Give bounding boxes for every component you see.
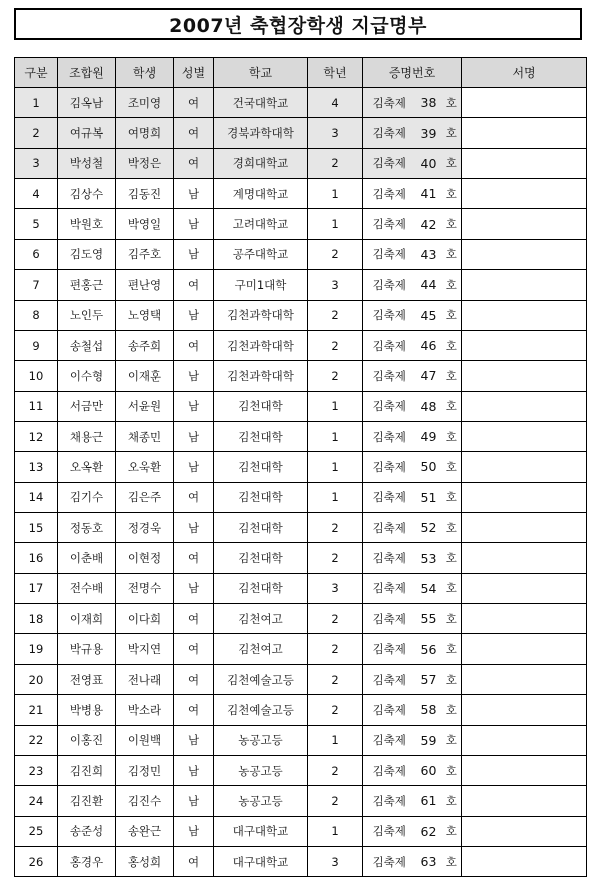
cell-gender: 여 (174, 482, 214, 512)
cell-cert-suffix: 호 (442, 300, 462, 330)
cell-signature[interactable] (462, 118, 587, 148)
table-row (15, 573, 587, 603)
cell-member-name: 박원호 (58, 209, 116, 239)
cell-member-name: 전영표 (58, 664, 116, 694)
cell-member-name: 이재희 (58, 604, 116, 634)
cell-cert-suffix: 호 (442, 452, 462, 482)
cell-row-number: 23 (15, 755, 58, 785)
cell-cert-prefix: 김축제 (363, 209, 416, 239)
cell-gender: 남 (174, 421, 214, 451)
cell-grade: 2 (308, 361, 363, 391)
cell-school: 농공고등 (214, 725, 308, 755)
cell-row-number: 8 (15, 300, 58, 330)
cell-cert-suffix: 호 (442, 695, 462, 725)
cell-row-number: 14 (15, 482, 58, 512)
cell-student-name: 이원백 (116, 725, 174, 755)
cell-row-number: 12 (15, 421, 58, 451)
cell-cert-number: 55 (416, 604, 442, 634)
cell-cert-suffix: 호 (442, 209, 462, 239)
cell-cert-prefix: 김축제 (363, 452, 416, 482)
cell-student-name: 김정민 (116, 755, 174, 785)
cell-student-name: 홍성희 (116, 846, 174, 876)
cell-school: 계명대학교 (214, 179, 308, 209)
table-row (15, 634, 587, 664)
cell-student-name: 전나래 (116, 664, 174, 694)
cell-cert-suffix: 호 (442, 88, 462, 118)
cell-student-name: 박소라 (116, 695, 174, 725)
cell-row-number: 24 (15, 786, 58, 816)
cell-cert-number: 56 (416, 634, 442, 664)
cell-member-name: 편홍근 (58, 270, 116, 300)
cell-school: 농공고등 (214, 755, 308, 785)
cell-cert-suffix: 호 (442, 482, 462, 512)
cell-school: 김천대학 (214, 513, 308, 543)
cell-cert-prefix: 김축제 (363, 513, 416, 543)
cell-cert-suffix: 호 (442, 179, 462, 209)
cell-cert-number: 48 (416, 391, 442, 421)
table-row (15, 118, 587, 148)
cell-member-name: 노인두 (58, 300, 116, 330)
cell-cert-suffix: 호 (442, 573, 462, 603)
cell-student-name: 김진수 (116, 786, 174, 816)
cell-cert-suffix: 호 (442, 755, 462, 785)
table-row (15, 148, 587, 178)
cell-grade: 1 (308, 179, 363, 209)
cell-student-name: 서윤원 (116, 391, 174, 421)
cell-cert-number: 42 (416, 209, 442, 239)
cell-school: 김천여고 (214, 634, 308, 664)
cell-cert-prefix: 김축제 (363, 239, 416, 269)
cell-gender: 여 (174, 846, 214, 876)
header-no: 구분 (15, 58, 58, 88)
cell-student-name: 송주희 (116, 330, 174, 360)
cell-school: 대구대학교 (214, 846, 308, 876)
cell-grade: 3 (308, 118, 363, 148)
cell-signature[interactable] (462, 543, 587, 573)
table-row (15, 786, 587, 816)
cell-grade: 2 (308, 148, 363, 178)
cell-member-name: 박성철 (58, 148, 116, 178)
cell-student-name: 전명수 (116, 573, 174, 603)
cell-row-number: 7 (15, 270, 58, 300)
cell-cert-number: 40 (416, 148, 442, 178)
cell-signature[interactable] (462, 664, 587, 694)
cell-school: 구미1대학 (214, 270, 308, 300)
cell-cert-prefix: 김축제 (363, 361, 416, 391)
cell-cert-prefix: 김축제 (363, 573, 416, 603)
header-school: 학교 (214, 58, 308, 88)
cell-row-number: 25 (15, 816, 58, 846)
table-row (15, 239, 587, 269)
cell-row-number: 22 (15, 725, 58, 755)
cell-student-name: 조미영 (116, 88, 174, 118)
cell-cert-prefix: 김축제 (363, 846, 416, 876)
cell-member-name: 송철섭 (58, 330, 116, 360)
header-sign: 서명 (462, 58, 587, 88)
table-row (15, 361, 587, 391)
cell-grade: 3 (308, 270, 363, 300)
header-grade: 학년 (308, 58, 363, 88)
cell-cert-suffix: 호 (442, 543, 462, 573)
cell-gender: 남 (174, 725, 214, 755)
cell-cert-prefix: 김축제 (363, 148, 416, 178)
cell-row-number: 16 (15, 543, 58, 573)
cell-gender: 남 (174, 391, 214, 421)
cell-cert-number: 61 (416, 786, 442, 816)
cell-school: 김천대학 (214, 573, 308, 603)
table-row (15, 300, 587, 330)
cell-school: 농공고등 (214, 786, 308, 816)
cell-member-name: 오옥환 (58, 452, 116, 482)
cell-cert-number: 44 (416, 270, 442, 300)
table-row (15, 270, 587, 300)
table-row (15, 330, 587, 360)
cell-student-name: 이재훈 (116, 361, 174, 391)
cell-row-number: 3 (15, 148, 58, 178)
table-row (15, 452, 587, 482)
cell-row-number: 21 (15, 695, 58, 725)
cell-cert-suffix: 호 (442, 391, 462, 421)
table-row (15, 391, 587, 421)
cell-signature[interactable] (462, 816, 587, 846)
cell-cert-prefix: 김축제 (363, 270, 416, 300)
cell-cert-number: 41 (416, 179, 442, 209)
cell-gender: 남 (174, 755, 214, 785)
cell-cert-number: 60 (416, 755, 442, 785)
cell-gender: 남 (174, 513, 214, 543)
cell-signature[interactable] (462, 361, 587, 391)
cell-row-number: 15 (15, 513, 58, 543)
cell-cert-number: 58 (416, 695, 442, 725)
cell-member-name: 김진희 (58, 755, 116, 785)
cell-row-number: 26 (15, 846, 58, 876)
cell-school: 김천예술고등 (214, 664, 308, 694)
cell-grade: 2 (308, 513, 363, 543)
cell-student-name: 박지연 (116, 634, 174, 664)
cell-grade: 1 (308, 209, 363, 239)
cell-grade: 1 (308, 421, 363, 451)
cell-row-number: 11 (15, 391, 58, 421)
cell-cert-prefix: 김축제 (363, 634, 416, 664)
cell-cert-prefix: 김축제 (363, 421, 416, 451)
cell-school: 경희대학교 (214, 148, 308, 178)
cell-student-name: 여명희 (116, 118, 174, 148)
cell-cert-prefix: 김축제 (363, 88, 416, 118)
document-title-box (14, 8, 582, 40)
cell-cert-number: 43 (416, 239, 442, 269)
cell-gender: 남 (174, 179, 214, 209)
cell-member-name: 김기수 (58, 482, 116, 512)
cell-student-name: 노영택 (116, 300, 174, 330)
table-row (15, 88, 587, 118)
cell-cert-prefix: 김축제 (363, 330, 416, 360)
cell-cert-number: 47 (416, 361, 442, 391)
cell-student-name: 이현정 (116, 543, 174, 573)
cell-signature[interactable] (462, 634, 587, 664)
cell-signature[interactable] (462, 482, 587, 512)
cell-member-name: 김옥남 (58, 88, 116, 118)
cell-cert-number: 54 (416, 573, 442, 603)
table-row (15, 513, 587, 543)
cell-member-name: 이춘배 (58, 543, 116, 573)
cell-cert-suffix: 호 (442, 604, 462, 634)
cell-signature[interactable] (462, 300, 587, 330)
table-row (15, 755, 587, 785)
cell-cert-suffix: 호 (442, 330, 462, 360)
cell-cert-prefix: 김축제 (363, 300, 416, 330)
cell-signature[interactable] (462, 209, 587, 239)
cell-cert-suffix: 호 (442, 816, 462, 846)
cell-cert-number: 49 (416, 421, 442, 451)
cell-gender: 남 (174, 573, 214, 603)
cell-gender: 여 (174, 695, 214, 725)
cell-row-number: 13 (15, 452, 58, 482)
cell-cert-prefix: 김축제 (363, 543, 416, 573)
cell-student-name: 송완근 (116, 816, 174, 846)
cell-signature[interactable] (462, 755, 587, 785)
cell-student-name: 김주호 (116, 239, 174, 269)
table-row (15, 209, 587, 239)
cell-member-name: 박병용 (58, 695, 116, 725)
cell-gender: 남 (174, 816, 214, 846)
cell-gender: 남 (174, 239, 214, 269)
cell-row-number: 18 (15, 604, 58, 634)
cell-gender: 여 (174, 148, 214, 178)
table-row (15, 482, 587, 512)
cell-gender: 여 (174, 543, 214, 573)
cell-school: 김천대학 (214, 421, 308, 451)
cell-cert-suffix: 호 (442, 786, 462, 816)
cell-member-name: 정동호 (58, 513, 116, 543)
cell-member-name: 서금만 (58, 391, 116, 421)
table-row (15, 421, 587, 451)
header-student: 학생 (116, 58, 174, 88)
cell-cert-suffix: 호 (442, 361, 462, 391)
cell-grade: 2 (308, 786, 363, 816)
cell-school: 김천대학 (214, 391, 308, 421)
cell-student-name: 편난영 (116, 270, 174, 300)
cell-row-number: 1 (15, 88, 58, 118)
cell-student-name: 김동진 (116, 179, 174, 209)
cell-grade: 2 (308, 300, 363, 330)
cell-member-name: 이홍진 (58, 725, 116, 755)
cell-school: 김천여고 (214, 604, 308, 634)
cell-student-name: 채종민 (116, 421, 174, 451)
cell-signature[interactable] (462, 452, 587, 482)
table-row (15, 664, 587, 694)
header-member: 조합원 (58, 58, 116, 88)
cell-row-number: 5 (15, 209, 58, 239)
cell-row-number: 19 (15, 634, 58, 664)
cell-grade: 1 (308, 391, 363, 421)
table-row (15, 179, 587, 209)
cell-member-name: 김도영 (58, 239, 116, 269)
cell-cert-number: 45 (416, 300, 442, 330)
cell-cert-prefix: 김축제 (363, 482, 416, 512)
cell-signature[interactable] (462, 330, 587, 360)
cell-cert-number: 51 (416, 482, 442, 512)
cell-gender: 여 (174, 330, 214, 360)
cell-cert-prefix: 김축제 (363, 786, 416, 816)
cell-grade: 1 (308, 816, 363, 846)
table-row (15, 816, 587, 846)
cell-signature[interactable] (462, 573, 587, 603)
cell-cert-suffix: 호 (442, 634, 462, 664)
cell-signature[interactable] (462, 421, 587, 451)
cell-grade: 2 (308, 604, 363, 634)
cell-row-number: 2 (15, 118, 58, 148)
cell-grade: 3 (308, 846, 363, 876)
cell-cert-suffix: 호 (442, 846, 462, 876)
table-row (15, 604, 587, 634)
cell-member-name: 전수배 (58, 573, 116, 603)
cell-gender: 여 (174, 664, 214, 694)
cell-student-name: 이다희 (116, 604, 174, 634)
cell-cert-number: 52 (416, 513, 442, 543)
cell-signature[interactable] (462, 391, 587, 421)
cell-member-name: 박규용 (58, 634, 116, 664)
cell-gender: 여 (174, 88, 214, 118)
cell-member-name: 김상수 (58, 179, 116, 209)
cell-gender: 여 (174, 270, 214, 300)
cell-school: 김천과학대학 (214, 300, 308, 330)
cell-member-name: 채용근 (58, 421, 116, 451)
cell-cert-number: 62 (416, 816, 442, 846)
cell-member-name: 여규복 (58, 118, 116, 148)
cell-gender: 남 (174, 786, 214, 816)
cell-cert-suffix: 호 (442, 148, 462, 178)
cell-student-name: 박정은 (116, 148, 174, 178)
cell-student-name: 오욱환 (116, 452, 174, 482)
cell-signature[interactable] (462, 725, 587, 755)
cell-school: 건국대학교 (214, 88, 308, 118)
table-row (15, 725, 587, 755)
cell-cert-suffix: 호 (442, 513, 462, 543)
cell-signature[interactable] (462, 786, 587, 816)
cell-cert-number: 50 (416, 452, 442, 482)
cell-gender: 여 (174, 118, 214, 148)
table-row (15, 846, 587, 876)
cell-school: 김천과학대학 (214, 361, 308, 391)
cell-cert-number: 59 (416, 725, 442, 755)
cell-gender: 여 (174, 604, 214, 634)
cell-school: 김천과학대학 (214, 330, 308, 360)
cell-gender: 남 (174, 209, 214, 239)
cell-signature[interactable] (462, 270, 587, 300)
cell-row-number: 9 (15, 330, 58, 360)
cell-student-name: 정경욱 (116, 513, 174, 543)
cell-member-name: 김진환 (58, 786, 116, 816)
cell-grade: 2 (308, 634, 363, 664)
cell-signature[interactable] (462, 239, 587, 269)
cell-cert-number: 53 (416, 543, 442, 573)
cell-member-name: 이수형 (58, 361, 116, 391)
cell-signature[interactable] (462, 695, 587, 725)
table-header-row (15, 58, 587, 88)
cell-school: 김천대학 (214, 543, 308, 573)
cell-school: 고려대학교 (214, 209, 308, 239)
cell-school: 김천예술고등 (214, 695, 308, 725)
table-row (15, 543, 587, 573)
header-gender: 성별 (174, 58, 214, 88)
cell-cert-suffix: 호 (442, 725, 462, 755)
table-body (15, 88, 587, 877)
scholarship-roster-table (14, 57, 587, 877)
cell-school: 공주대학교 (214, 239, 308, 269)
cell-student-name: 김은주 (116, 482, 174, 512)
cell-cert-number: 63 (416, 846, 442, 876)
cell-gender: 남 (174, 452, 214, 482)
cell-member-name: 홍경우 (58, 846, 116, 876)
cell-grade: 1 (308, 725, 363, 755)
cell-grade: 4 (308, 88, 363, 118)
cell-cert-suffix: 호 (442, 421, 462, 451)
cell-grade: 2 (308, 695, 363, 725)
cell-row-number: 6 (15, 239, 58, 269)
cell-signature[interactable] (462, 179, 587, 209)
cell-cert-prefix: 김축제 (363, 816, 416, 846)
cell-signature[interactable] (462, 148, 587, 178)
cell-cert-number: 38 (416, 88, 442, 118)
cell-grade: 2 (308, 239, 363, 269)
cell-cert-prefix: 김축제 (363, 118, 416, 148)
cell-school: 대구대학교 (214, 816, 308, 846)
cell-cert-prefix: 김축제 (363, 604, 416, 634)
cell-cert-suffix: 호 (442, 270, 462, 300)
cell-cert-number: 46 (416, 330, 442, 360)
cell-signature[interactable] (462, 604, 587, 634)
cell-cert-number: 57 (416, 664, 442, 694)
cell-school: 김천대학 (214, 482, 308, 512)
cell-school: 경북과학대학 (214, 118, 308, 148)
cell-cert-suffix: 호 (442, 239, 462, 269)
cell-gender: 여 (174, 634, 214, 664)
cell-grade: 2 (308, 755, 363, 785)
cell-grade: 2 (308, 543, 363, 573)
cell-grade: 2 (308, 664, 363, 694)
cell-gender: 남 (174, 361, 214, 391)
cell-signature[interactable] (462, 846, 587, 876)
cell-grade: 1 (308, 482, 363, 512)
cell-cert-prefix: 김축제 (363, 179, 416, 209)
cell-student-name: 박영일 (116, 209, 174, 239)
cell-cert-prefix: 김축제 (363, 755, 416, 785)
cell-cert-number: 39 (416, 118, 442, 148)
document-title: 2007년 축협장학생 지급명부 (169, 14, 427, 37)
table-row (15, 695, 587, 725)
cell-row-number: 17 (15, 573, 58, 603)
cell-gender: 남 (174, 300, 214, 330)
cell-school: 김천대학 (214, 452, 308, 482)
cell-cert-suffix: 호 (442, 118, 462, 148)
cell-row-number: 20 (15, 664, 58, 694)
cell-cert-prefix: 김축제 (363, 664, 416, 694)
cell-cert-suffix: 호 (442, 664, 462, 694)
cell-signature[interactable] (462, 88, 587, 118)
cell-signature[interactable] (462, 513, 587, 543)
cell-row-number: 4 (15, 179, 58, 209)
cell-row-number: 10 (15, 361, 58, 391)
cell-member-name: 송준성 (58, 816, 116, 846)
cell-cert-prefix: 김축제 (363, 391, 416, 421)
cell-cert-prefix: 김축제 (363, 725, 416, 755)
cell-grade: 3 (308, 573, 363, 603)
header-cert: 증명번호 (363, 58, 462, 88)
cell-grade: 2 (308, 330, 363, 360)
cell-grade: 1 (308, 452, 363, 482)
cell-cert-prefix: 김축제 (363, 695, 416, 725)
